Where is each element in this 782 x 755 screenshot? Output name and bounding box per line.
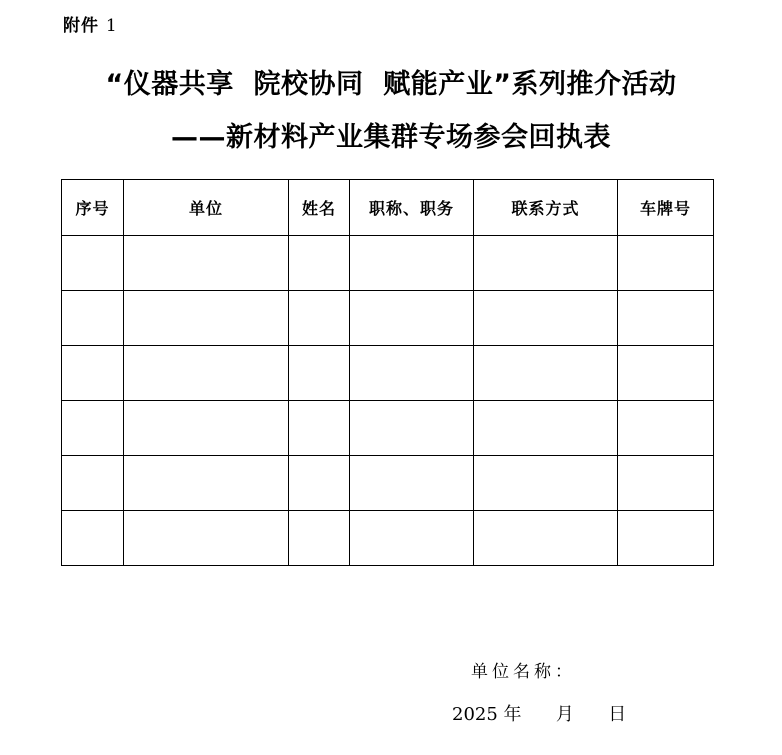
table-cell[interactable]	[62, 346, 124, 401]
table-cell[interactable]	[474, 291, 618, 346]
table-cell[interactable]	[62, 511, 124, 566]
table-cell[interactable]	[350, 456, 474, 511]
table-cell[interactable]	[618, 346, 714, 401]
table-cell[interactable]	[62, 291, 124, 346]
header-contact: 联系方式	[474, 180, 618, 236]
table-cell[interactable]	[124, 236, 289, 291]
registration-table	[61, 179, 714, 566]
unit-name-label: 单位名称：	[471, 662, 576, 682]
table-cell[interactable]	[289, 236, 350, 291]
table-row	[62, 346, 714, 401]
table-cell[interactable]	[618, 511, 714, 566]
attachment-label	[63, 11, 118, 36]
table-row	[62, 456, 714, 511]
attachment-text: 附件	[63, 16, 99, 36]
table-cell[interactable]	[474, 346, 618, 401]
table-cell[interactable]	[289, 456, 350, 511]
table-cell[interactable]	[124, 456, 289, 511]
table-cell[interactable]	[618, 401, 714, 456]
header-plate-number: 车牌号	[618, 180, 714, 236]
header-unit: 单位	[124, 180, 289, 236]
table-cell[interactable]	[289, 291, 350, 346]
table-cell[interactable]	[289, 511, 350, 566]
table-cell[interactable]	[350, 236, 474, 291]
document-title: “仪器共享 院校协同 赋能产业”系列推介活动	[105, 69, 677, 100]
table-cell[interactable]	[618, 291, 714, 346]
table-cell[interactable]	[350, 291, 474, 346]
date-year-label: 年	[503, 704, 522, 725]
table-cell[interactable]	[474, 456, 618, 511]
table-row	[62, 236, 714, 291]
table-cell[interactable]	[474, 236, 618, 291]
date-line	[452, 700, 626, 726]
table-cell[interactable]	[350, 511, 474, 566]
document-subtitle: ——新材料产业集群专场参会回执表	[171, 122, 611, 153]
header-serial-number: 序号	[62, 180, 124, 236]
table-cell[interactable]	[124, 291, 289, 346]
table-cell[interactable]	[350, 401, 474, 456]
table-cell[interactable]	[289, 401, 350, 456]
table-row	[62, 511, 714, 566]
table-cell[interactable]	[474, 511, 618, 566]
table-cell[interactable]	[124, 401, 289, 456]
table-cell[interactable]	[618, 236, 714, 291]
table-header-row	[62, 180, 714, 236]
table-cell[interactable]	[124, 346, 289, 401]
table-row	[62, 401, 714, 456]
table-cell[interactable]	[62, 456, 124, 511]
date-day-label: 日	[608, 704, 627, 725]
date-year: 2025	[452, 704, 498, 725]
table-cell[interactable]	[62, 236, 124, 291]
attachment-number: 1	[105, 16, 118, 36]
table-cell[interactable]	[62, 401, 124, 456]
table-cell[interactable]	[124, 511, 289, 566]
table-cell[interactable]	[289, 346, 350, 401]
header-title-position: 职称、职务	[350, 180, 474, 236]
table-cell[interactable]	[474, 401, 618, 456]
table-cell[interactable]	[618, 456, 714, 511]
date-month-label: 月	[555, 704, 574, 725]
header-name: 姓名	[289, 180, 350, 236]
table-row	[62, 291, 714, 346]
table-cell[interactable]	[350, 346, 474, 401]
